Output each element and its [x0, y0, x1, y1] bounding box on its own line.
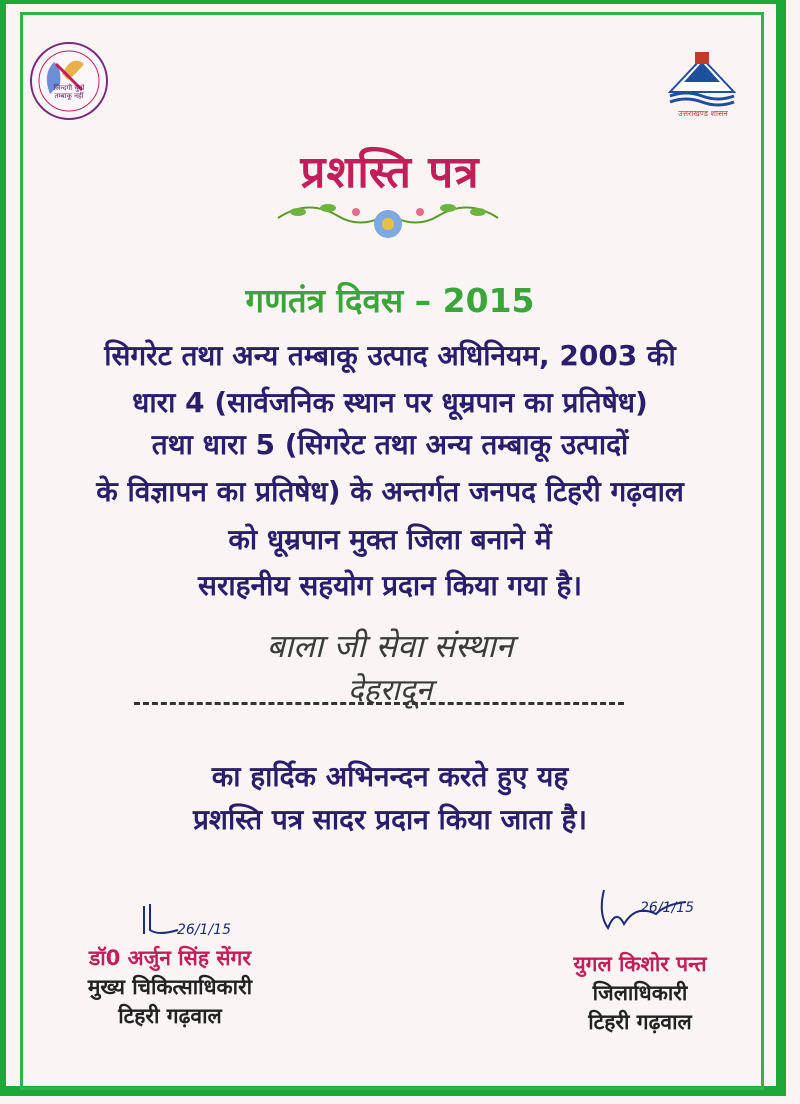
body-line-3: तथा धारा 5 (सिगरेट तथा अन्य तम्बाकू उत्पादों — [151, 428, 629, 461]
recipient-place: देहरादून — [347, 673, 433, 708]
body-line-1: सिगरेट तथा अन्य तम्बाकू उत्पाद अधिनियम, 2003 की — [104, 339, 676, 372]
body-line-6: सराहनीय सहयोग प्रदान किया गया है। — [198, 569, 582, 602]
right-signature-date: 26/1/15 — [640, 900, 694, 916]
body-line-4: के विज्ञापन का प्रतिषेध) के अन्तर्गत जनपद टिहरी गढ़वाल — [96, 475, 684, 508]
right-signatory-designation: जिलाधिकारी — [592, 981, 688, 1005]
closing-line-1: का हार्दिक अभिनन्दन करते हुए यह — [211, 760, 569, 793]
closing-line-2: प्रशस्ति पत्र सादर प्रदान किया जाता है। — [193, 803, 587, 836]
logo-right-text: उत्तराखण्ड शासन — [678, 109, 728, 118]
right-signatory-district: टिहरी गढ़वाल — [588, 1010, 692, 1034]
anti-tobacco-logo — [30, 42, 108, 120]
uttarakhand-emblem-icon — [664, 52, 740, 108]
left-signatory-designation: मुख्य चिकित्साधिकारी — [87, 975, 253, 999]
body-line-5: को धूम्रपान मुक्त जिला बनाने में — [228, 523, 552, 556]
left-signatory-name: डॉ0 अर्जुन सिंह सेंगर — [89, 946, 251, 970]
certificate-title: प्रशस्ति पत्र — [300, 147, 480, 198]
left-signature-date: 26/1/15 — [177, 922, 231, 938]
left-signatory-district: टिहरी गढ़वाल — [118, 1004, 222, 1028]
occasion-heading: गणतंत्र दिवस – 2015 — [245, 281, 535, 320]
recipient-name: बाला जी सेवा संस्थान — [266, 627, 514, 665]
body-line-2: धारा 4 (सार्वजनिक स्थान पर धूम्रपान का प्रतिषेध) — [132, 386, 648, 419]
fill-in-line — [134, 702, 624, 705]
right-signatory-name: युगल किशोर पन्त — [573, 952, 707, 976]
floral-ornament-icon — [268, 190, 508, 246]
logo-left-text: जिन्दगी चुनो तम्बाकू नहीं — [53, 84, 85, 100]
